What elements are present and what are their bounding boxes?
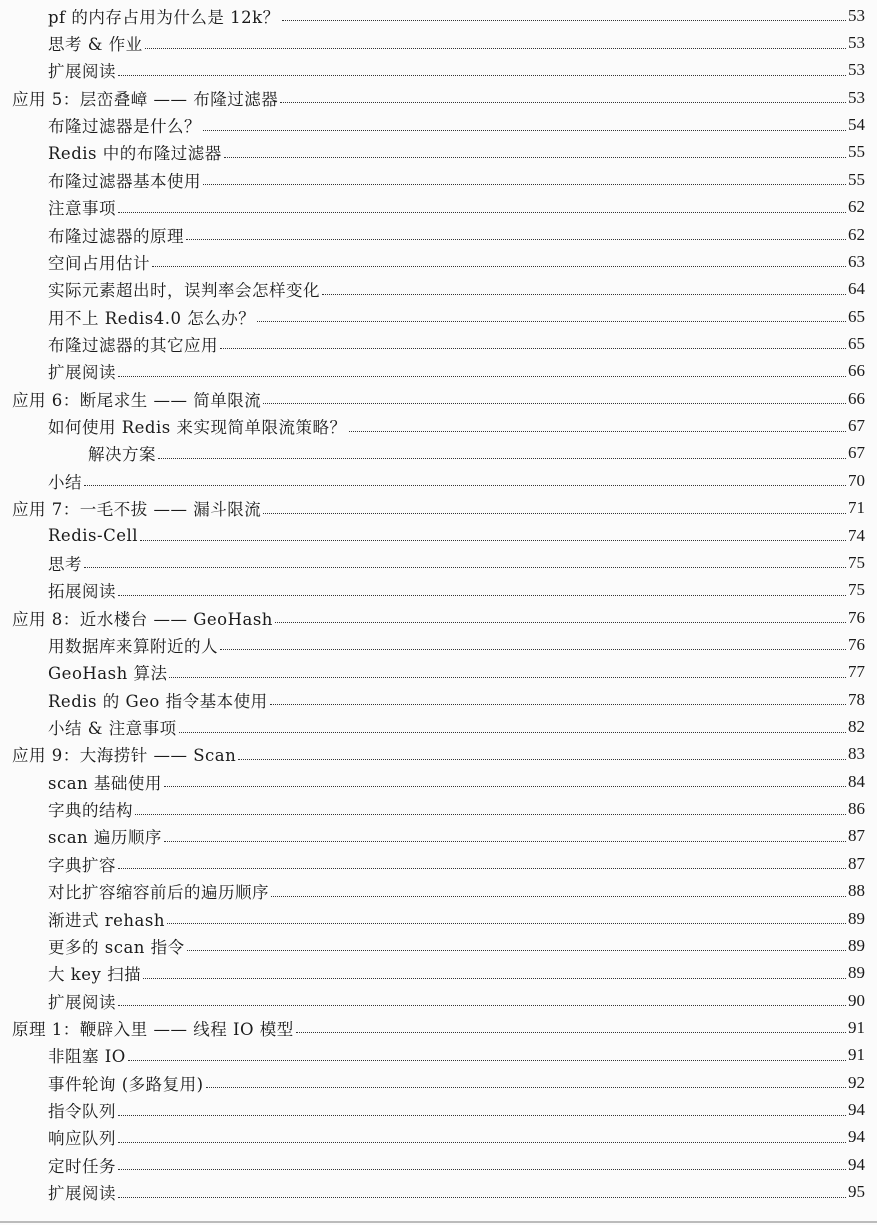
dot-leader [280,102,846,103]
dot-leader [186,239,846,240]
dot-leader [140,540,846,541]
toc-entry-page-number: 62 [848,224,865,244]
dot-leader [296,1032,846,1033]
toc-section-entry[interactable] [0,221,877,248]
toc-entry-title: 渐进式 rehash [48,910,165,930]
toc-entry-title: Redis 的 Geo 指令基本使用 [48,691,268,711]
dot-leader [118,1142,846,1143]
toc-chapter-entry[interactable] [0,494,877,521]
dot-leader [135,814,846,815]
toc-section-entry[interactable] [0,412,877,439]
toc-entry-title: 应用 7：一毛不拔 —— 漏斗限流 [12,500,262,520]
toc-entry-title: 应用 6：断尾求生 —— 简单限流 [12,390,262,410]
toc-entry-page-number: 95 [848,1182,865,1202]
toc-entry-title: 用数据库来算附近的人 [48,636,218,656]
toc-chapter-entry[interactable] [0,84,877,111]
toc-section-entry[interactable] [0,631,877,658]
toc-entry-page-number: 53 [848,5,865,25]
toc-entry-page-number: 67 [848,416,865,436]
toc-entry-page-number: 77 [848,662,865,682]
toc-entry-title: 布隆过滤器的原理 [48,226,184,246]
toc-chapter-entry[interactable] [0,741,877,768]
toc-entry-title: 拓展阅读 [48,582,116,602]
dot-leader [224,157,846,158]
dot-leader [275,622,846,623]
dot-leader [238,759,846,760]
toc-entry-title: 如何使用 Redis 来实现简单限流策略？ [48,418,347,438]
toc-section-entry[interactable] [0,878,877,905]
toc-section-entry[interactable] [0,1042,877,1069]
toc-section-entry[interactable] [0,1124,877,1151]
page-bottom-divider [0,1221,877,1223]
toc-chapter-entry[interactable] [0,1014,877,1041]
toc-section-entry[interactable] [0,577,877,604]
dot-leader [203,184,846,185]
toc-entry-title: 布隆过滤器基本使用 [48,171,201,191]
toc-section-entry[interactable] [0,139,877,166]
toc-entry-title: Redis-Cell [48,526,139,545]
toc-section-entry[interactable] [0,29,877,56]
toc-entry-page-number: 53 [848,33,865,53]
toc-section-entry[interactable] [0,1178,877,1205]
toc-entry-page-number: 65 [848,333,865,353]
toc-entry-page-number: 76 [848,607,865,627]
toc-entry-title: 更多的 scan 指令 [48,937,185,957]
dot-leader [349,431,847,432]
dot-leader [271,896,846,897]
dot-leader [282,20,846,21]
toc-entry-title: 扩展阅读 [48,992,116,1012]
toc-section-entry[interactable] [0,905,877,932]
toc-section-entry[interactable] [0,57,877,84]
dot-leader [152,266,846,267]
toc-entry-page-number: 86 [848,799,865,819]
toc-entry-title: 扩展阅读 [48,62,116,82]
toc-entry-page-number: 91 [848,1017,865,1037]
toc-entry-page-number: 66 [848,388,865,408]
toc-section-entry[interactable] [0,823,877,850]
dot-leader [206,1087,846,1088]
toc-entry-title: 应用 9：大海捞针 —— Scan [12,746,237,766]
dot-leader [220,348,846,349]
toc-chapter-entry[interactable] [0,385,877,412]
toc-section-entry[interactable] [0,248,877,275]
toc-entry-page-number: 87 [848,826,865,846]
toc-entry-title: 扩展阅读 [48,1184,116,1204]
dot-leader [84,567,846,568]
toc-section-entry[interactable] [0,1069,877,1096]
toc-section-entry[interactable] [0,850,877,877]
dot-leader [118,1115,846,1116]
toc-entry-page-number: 89 [848,935,865,955]
toc-entry-title: 字典的结构 [48,801,133,821]
toc-entry-page-number: 63 [848,251,865,271]
dot-leader [187,950,846,951]
toc-entry-page-number: 64 [848,279,865,299]
toc-entry-title: 扩展阅读 [48,363,116,383]
dot-leader [164,786,846,787]
dot-leader [118,212,846,213]
toc-entry-page-number: 88 [848,881,865,901]
toc-entry-title: 对比扩容缩容前后的遍历顺序 [48,883,269,903]
toc-entry-title: 应用 5：层峦叠嶂 —— 布隆过滤器 [12,89,279,109]
toc-entry-page-number: 53 [848,60,865,80]
toc-entry-title: 用不上 Redis4.0 怎么办？ [48,308,256,328]
toc-entry-page-number: 90 [848,990,865,1010]
toc-entry-page-number: 76 [848,634,865,654]
toc-entry-page-number: 82 [848,717,865,737]
dot-leader [118,1005,846,1006]
dot-leader [84,485,846,486]
dot-leader [257,321,846,322]
dot-leader [179,732,846,733]
toc-entry-page-number: 70 [848,470,865,490]
toc-entry-page-number: 74 [848,525,865,545]
toc-entry-title: 思考 [48,554,82,574]
dot-leader [128,1060,846,1061]
toc-section-entry[interactable] [0,194,877,221]
toc-section-entry[interactable] [0,440,877,467]
toc-entry-page-number: 66 [848,361,865,381]
toc-entry-title: 小结 & 注意事项 [48,719,177,739]
toc-section-entry[interactable] [0,1096,877,1123]
toc-entry-title: 指令队列 [48,1102,116,1122]
toc-entry-page-number: 75 [848,580,865,600]
toc-section-entry[interactable] [0,111,877,138]
dot-leader [118,75,846,76]
toc-entry-page-number: 78 [848,689,865,709]
dot-leader [118,376,846,377]
toc-section-entry[interactable] [0,960,877,987]
dot-leader [118,1197,846,1198]
dot-leader [118,868,846,869]
toc-entry-title: Redis 中的布隆过滤器 [48,144,222,164]
toc-section-entry[interactable] [0,795,877,822]
toc-entry-page-number: 89 [848,908,865,928]
toc-entry-page-number: 53 [848,87,865,107]
toc-section-entry[interactable] [0,522,877,549]
toc-entry-title: scan 遍历顺序 [48,828,162,848]
dot-leader [203,130,846,131]
toc-section-entry[interactable] [0,303,877,330]
toc-entry-title: 非阻塞 IO [48,1047,126,1067]
toc-section-entry[interactable] [0,1151,877,1178]
dot-leader [118,1169,846,1170]
toc-entry-title: GeoHash 算法 [48,664,168,684]
toc-entry-page-number: 94 [848,1127,865,1147]
toc-section-entry[interactable] [0,932,877,959]
toc-section-entry[interactable] [0,467,877,494]
toc-entry-title: 字典扩容 [48,855,116,875]
toc-entry-page-number: 84 [848,771,865,791]
dot-leader [220,649,846,650]
toc-entry-title: 布隆过滤器的其它应用 [48,335,218,355]
toc-entry-title: 小结 [48,472,82,492]
toc-entry-page-number: 67 [848,443,865,463]
dot-leader [263,403,846,404]
dot-leader [158,458,846,459]
toc-entry-title: 响应队列 [48,1129,116,1149]
toc-entry-title: 实际元素超出时，误判率会怎样变化 [48,281,320,301]
toc-section-entry[interactable] [0,166,877,193]
toc-section-entry[interactable] [0,686,877,713]
toc-chapter-entry[interactable] [0,604,877,631]
toc-entry-page-number: 94 [848,1154,865,1174]
toc-entry-page-number: 65 [848,306,865,326]
toc-entry-page-number: 62 [848,197,865,217]
toc-entry-title: 事件轮询 (多路复用) [48,1074,204,1094]
toc-entry-page-number: 94 [848,1100,865,1120]
toc-entry-page-number: 55 [848,142,865,162]
toc-entry-title: 解决方案 [88,445,156,465]
toc-entry-page-number: 87 [848,853,865,873]
toc-entry-page-number: 75 [848,552,865,572]
dot-leader [169,677,846,678]
toc-section-entry[interactable] [0,330,877,357]
toc-entry-title: 注意事项 [48,199,116,219]
toc-entry-title: 定时任务 [48,1156,116,1176]
toc-section-entry[interactable] [0,987,877,1014]
toc-section-entry[interactable] [0,659,877,686]
toc-entry-page-number: 54 [848,115,865,135]
toc-entry-title: scan 基础使用 [48,773,162,793]
toc-entry-title: pf 的内存占用为什么是 12k？ [48,7,280,27]
toc-entry-title: 思考 & 作业 [48,35,143,55]
toc-section-entry[interactable] [0,768,877,795]
dot-leader [263,513,846,514]
toc-entry-page-number: 71 [848,498,865,518]
toc-entry-page-number: 91 [848,1045,865,1065]
toc-entry-title: 大 key 扫描 [48,965,142,985]
toc-section-entry[interactable] [0,549,877,576]
toc-section-entry[interactable] [0,2,877,29]
dot-leader [164,841,846,842]
dot-leader [118,595,846,596]
toc-entry-page-number: 92 [848,1072,865,1092]
toc-section-entry[interactable] [0,276,877,303]
toc-entry-title: 原理 1：鞭辟入里 —— 线程 IO 模型 [12,1019,294,1039]
table-of-contents [0,2,877,1206]
toc-entry-page-number: 55 [848,169,865,189]
dot-leader [270,704,846,705]
toc-entry-page-number: 83 [848,744,865,764]
toc-entry-page-number: 89 [848,963,865,983]
toc-section-entry[interactable] [0,358,877,385]
dot-leader [145,48,846,49]
dot-leader [167,923,846,924]
dot-leader [143,978,846,979]
toc-entry-title: 空间占用估计 [48,253,150,273]
toc-entry-title: 应用 8：近水楼台 —— GeoHash [12,609,273,629]
toc-section-entry[interactable] [0,713,877,740]
dot-leader [322,294,846,295]
toc-entry-title: 布隆过滤器是什么？ [48,117,201,137]
